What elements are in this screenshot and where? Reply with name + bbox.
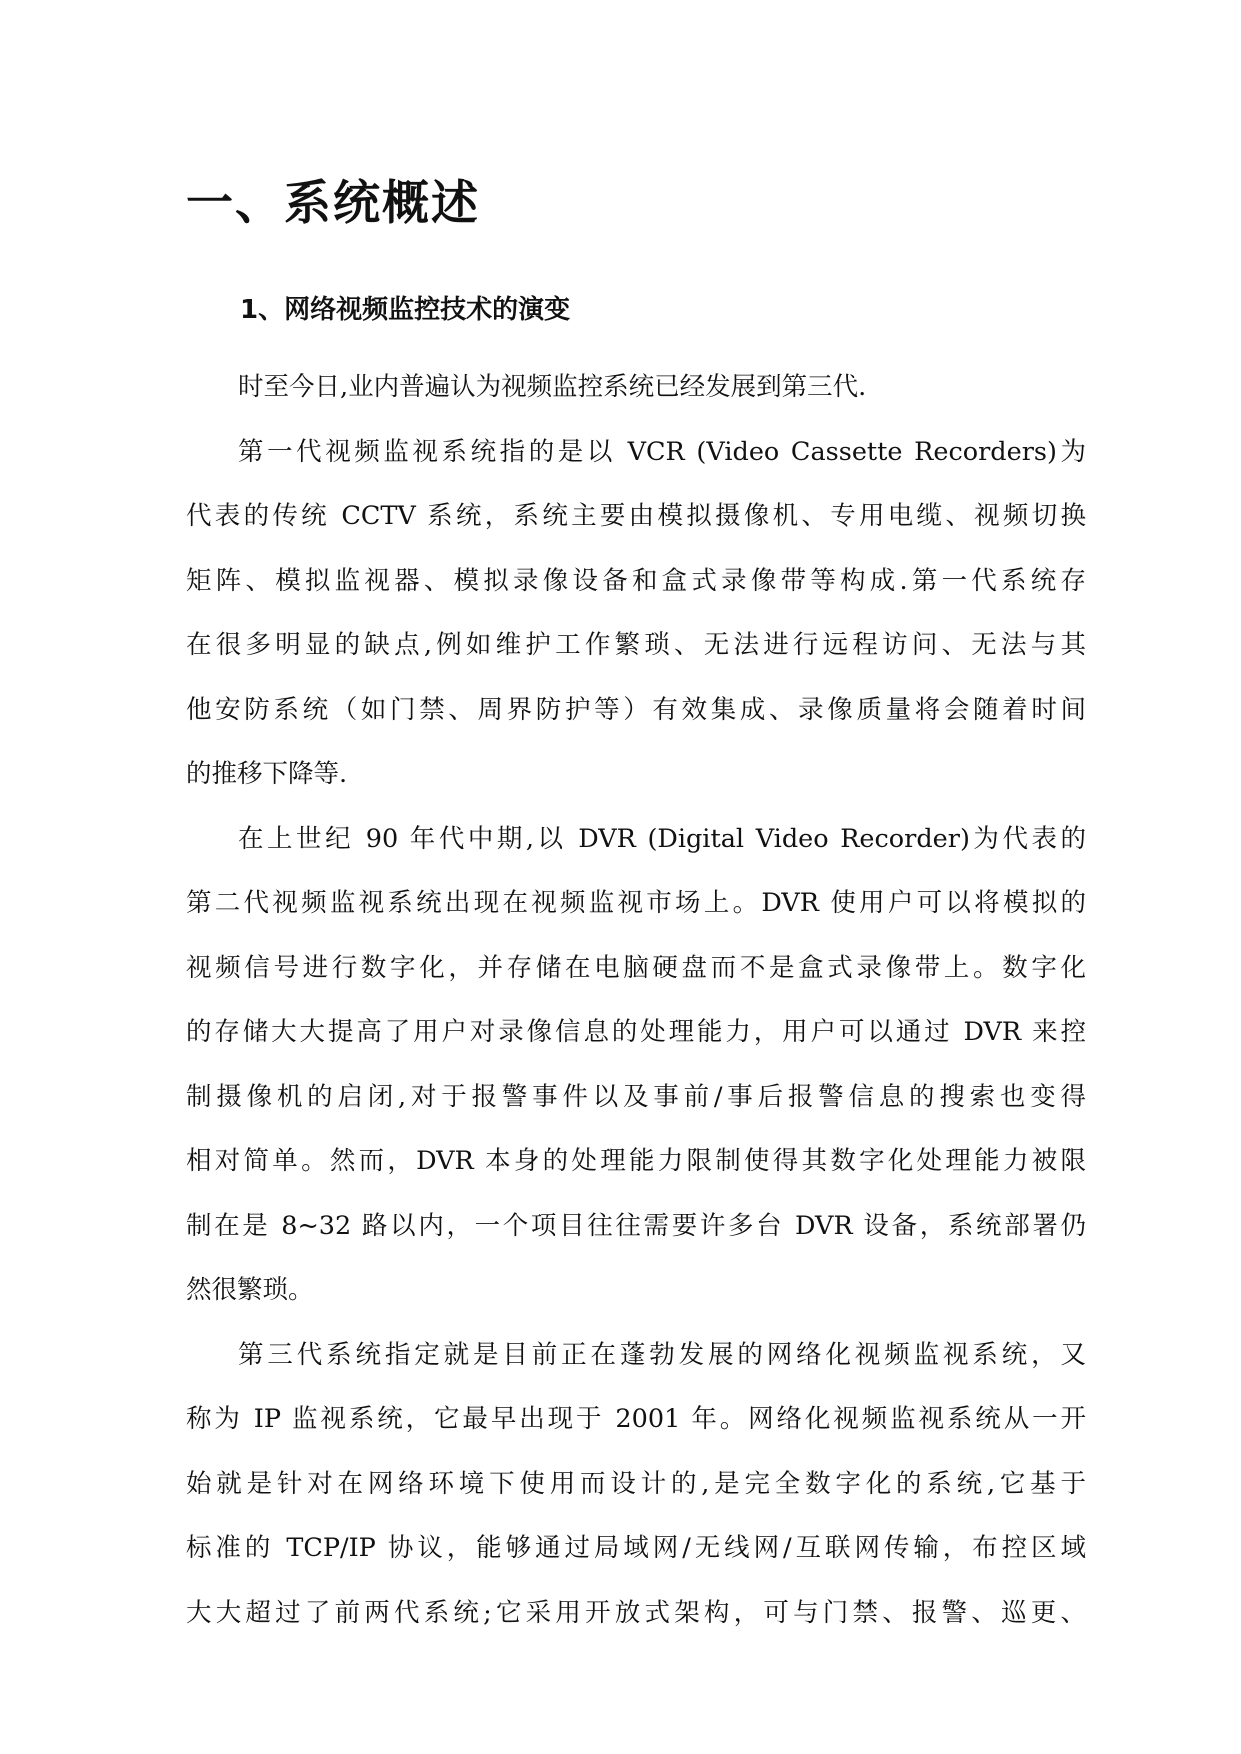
text-line: 时至今日,业内普遍认为视频监控系统已经发展到第三代.: [238, 372, 867, 402]
text-line: 相对简单。然而，DVR 本身的处理能力限制使得其数字化处理能力被限: [186, 1146, 1086, 1176]
text-line: 然很繁琐。: [186, 1275, 314, 1305]
paragraph-current-status: [186, 355, 1086, 420]
text-line: 第一代视频监视系统指的是以 VCR (Video Cassette Recorders)为: [238, 436, 1086, 467]
chapter-title: 一、系统概述: [186, 176, 480, 231]
text-line: 的推移下降等.: [186, 759, 348, 789]
paragraph-first-generation: [186, 420, 1086, 807]
text-line: 视频信号进行数字化，并存储在电脑硬盘而不是盒式录像带上。数字化: [186, 952, 1086, 983]
paragraph-third-generation: [186, 1323, 1086, 1646]
text-line: 第二代视频监视系统出现在视频监视市场上。DVR 使用户可以将模拟的: [186, 888, 1086, 918]
body-text: [186, 355, 1086, 1645]
text-line: 始就是针对在网络环境下使用而设计的,是完全数字化的系统,它基于: [186, 1468, 1086, 1499]
text-line: 制在是 8~32 路以内，一个项目往往需要许多台 DVR 设备，系统部署仍: [186, 1210, 1086, 1241]
text-line: 他安防系统（如门禁、周界防护等）有效集成、录像质量将会随着时间: [186, 694, 1086, 725]
text-line: 标准的 TCP/IP 协议，能够通过局域网/无线网/互联网传输，布控区域: [186, 1533, 1086, 1563]
text-line: 第三代系统指定就是目前正在蓬勃发展的网络化视频监视系统，又: [238, 1339, 1086, 1370]
text-line: 大大超过了前两代系统;它采用开放式架构，可与门禁、报警、巡更、: [186, 1597, 1086, 1628]
text-line: 制摄像机的启闭,对于报警事件以及事前/事后报警信息的搜索也变得: [186, 1081, 1086, 1112]
text-line: 称为 IP 监视系统，它最早出现于 2001 年。网络化视频监视系统从一开: [186, 1404, 1086, 1434]
text-line: 在很多明显的缺点,例如维护工作繁琐、无法进行远程访问、无法与其: [186, 630, 1086, 660]
section-title: 1、网络视频监控技术的演变: [240, 295, 571, 325]
text-line: 的存储大大提高了用户对录像信息的处理能力，用户可以通过 DVR 来控: [186, 1017, 1086, 1047]
text-line: 代表的传统 CCTV 系统，系统主要由模拟摄像机、专用电缆、视频切换: [186, 501, 1086, 531]
paragraph-second-generation: [186, 807, 1086, 1323]
text-line: 在上世纪 90 年代中期,以 DVR (Digital Video Recorder)为代表的: [238, 823, 1086, 854]
text-line: 矩阵、模拟监视器、模拟录像设备和盒式录像带等构成.第一代系统存: [186, 565, 1086, 596]
